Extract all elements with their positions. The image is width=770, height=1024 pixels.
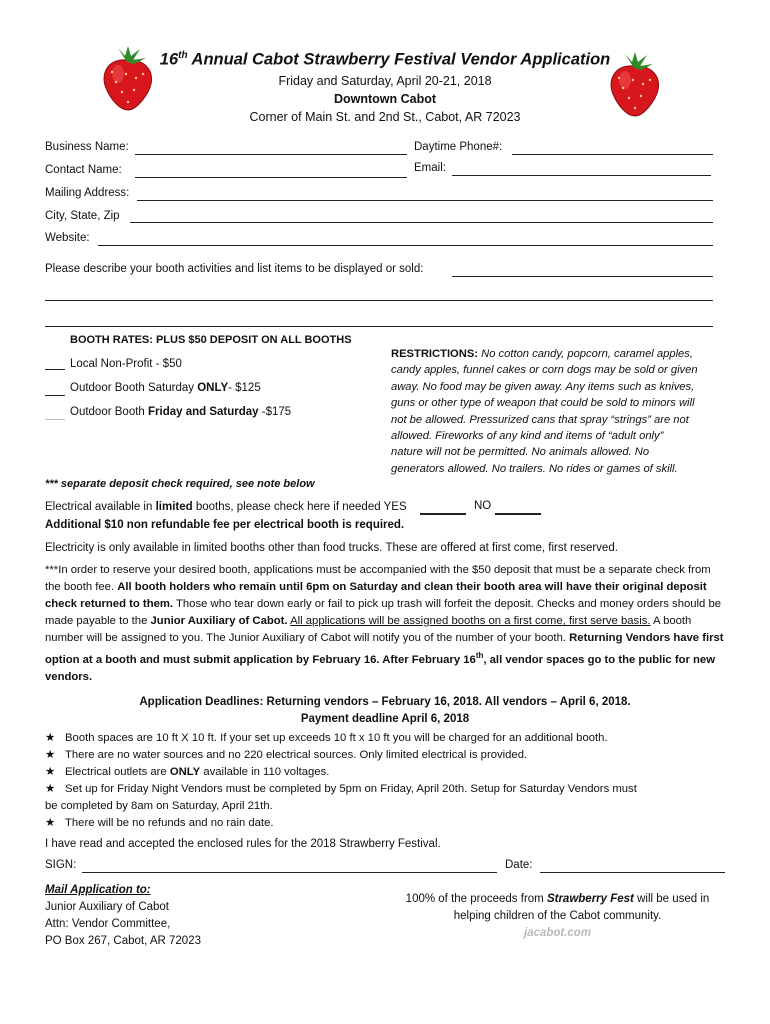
list-item-continued: be completed by 8am on Saturday, April 21th. [45, 800, 273, 812]
mail-heading: Mail Application to: [45, 884, 151, 896]
mail-address-block [45, 882, 201, 950]
mailing-address-field[interactable] [137, 200, 713, 201]
checkbox-saturday-only[interactable] [45, 395, 65, 396]
website-link[interactable]: jacabot.com [523, 927, 592, 939]
star-icon: ★ [45, 783, 56, 795]
booth-description-field-line3[interactable] [45, 326, 713, 327]
event-address: Corner of Main St. and 2nd St., Cabot, AR 72023 [249, 110, 521, 124]
booth-description-field-line2[interactable] [45, 300, 713, 301]
website-field[interactable] [98, 245, 713, 246]
electrical-availability: Electricity is only available in limited booths other than food trucks. These are offered at first come, first reserved. [45, 542, 618, 554]
star-icon: ★ [45, 732, 56, 744]
city-state-zip-label: City, State, Zip [45, 210, 120, 222]
booth-description-label: Please describe your booth activities and list items to be displayed or sold: [45, 263, 424, 275]
checkbox-local-nonprofit[interactable] [45, 369, 65, 370]
star-icon: ★ [45, 817, 56, 829]
list-item: ★ There are no water sources and no 220 electrical sources. Only limited electrical is provided. [45, 747, 735, 764]
sign-label: SIGN: [45, 859, 77, 871]
mail-line: Junior Auxiliary of Cabot [45, 901, 170, 913]
option-saturday-only: Outdoor Booth Saturday ONLY- $125 [70, 382, 261, 394]
electrical-yes-field[interactable] [420, 513, 466, 515]
agreement-statement: I have read and accepted the enclosed rules for the 2018 Strawberry Festival. [45, 838, 441, 850]
application-deadlines: Application Deadlines: Returning vendors – February 16, 2018. All vendors – April 6, 2018. [139, 696, 631, 708]
page-title: 16th Annual Cabot Strawberry Festival Vendor Application [159, 50, 611, 69]
deposit-note: *** separate deposit check required, see note below [45, 478, 315, 490]
contact-name-label: Contact Name: [45, 164, 122, 176]
deposit-paragraph: ***In order to reserve your desired booth, applications must be accompanied with the $50 deposit that must be a separate check from the booth fee. All booth holders who remain until 6pm on Saturday and clean their booth area will have their original deposit check returned to them. Those who tear down early or fail to pick up trash will forfeit the deposit. Checks and money orders should be made payable to the Junior Auxiliary of Cabot. All applications will be assigned booths on a first come, first serve basis. A booth number will be assigned to you. The Junior Auxiliary of Cabot will notify you of the number of your booth. Returning Vendors have first option at a booth and must submit application by February 16. After February 16th, all vendor spaces go to the public for new vendors. [45, 564, 724, 683]
star-icon: ★ [45, 766, 56, 778]
list-item: ★ There will be no refunds and no rain date. [45, 815, 735, 832]
checkbox-friday-saturday[interactable] [45, 419, 65, 420]
city-state-zip-field[interactable] [130, 222, 713, 223]
signature-field[interactable] [82, 872, 497, 873]
star-icon: ★ [45, 749, 56, 761]
business-name-field[interactable] [135, 154, 407, 155]
electrical-no-label: NO [474, 500, 492, 512]
event-dates: Friday and Saturday, April 20-21, 2018 [278, 74, 492, 88]
mailing-address-label: Mailing Address: [45, 187, 130, 199]
electrical-no-field[interactable] [495, 513, 541, 515]
electrical-fee: Additional $10 non refundable fee per electrical booth is required. [45, 519, 405, 531]
mail-line: PO Box 267, Cabot, AR 72023 [45, 935, 201, 947]
proceeds-note: 100% of the proceeds from Strawberry Fest will be used in helping children of the Cabot community. jacabot.com [385, 891, 730, 942]
list-item: ★ Electrical outlets are ONLY available in 110 voltages. [45, 764, 735, 781]
list-item: ★ Set up for Friday Night Vendors must be completed by 5pm on Friday, April 20th. Setup for Saturday Vendors must [45, 781, 735, 798]
daytime-phone-label: Daytime Phone#: [414, 141, 503, 153]
option-local-nonprofit: Local Non-Profit - $50 [70, 358, 182, 370]
list-item: ★ Booth spaces are 10 ft X 10 ft. If your set up exceeds 10 ft x 10 ft you will be charged for an additional booth. [45, 730, 735, 747]
daytime-phone-field[interactable] [512, 154, 713, 155]
payment-deadline: Payment deadline April 6, 2018 [300, 713, 470, 725]
booth-rates-heading: BOOTH RATES: PLUS $50 DEPOSIT ON ALL BOOTHS [70, 334, 352, 346]
booth-description-field[interactable] [452, 276, 713, 277]
event-location: Downtown Cabot [333, 92, 437, 106]
rules-list [45, 730, 735, 832]
email-label: Email: [414, 162, 446, 174]
date-label: Date: [505, 859, 533, 871]
website-label: Website: [45, 232, 90, 244]
business-name-label: Business Name: [45, 141, 129, 153]
date-field[interactable] [540, 872, 725, 873]
contact-name-field[interactable] [135, 177, 407, 178]
mail-line: Attn: Vendor Committee, [45, 918, 171, 930]
email-field[interactable] [452, 175, 711, 176]
electrical-question: Electrical available in limited booths, please check here if needed YES [45, 501, 407, 513]
restrictions-block: RESTRICTIONS: No cotton candy, popcorn, caramel apples, candy apples, funnel cakes or corn dogs may be sold or given away. No food may be given away. Any items such as knives, guns or other type of weapon that could be sold to minors will not be allowed. Pressurized cans that spray “strings” are not allowed. Fireworks of any kind and items of “adult only” nature will not be permitted. No animals allowed. No generators allowed. No trailers. No rides or games of skill. [391, 348, 698, 475]
option-friday-saturday: Outdoor Booth Friday and Saturday -$175 [70, 406, 292, 418]
